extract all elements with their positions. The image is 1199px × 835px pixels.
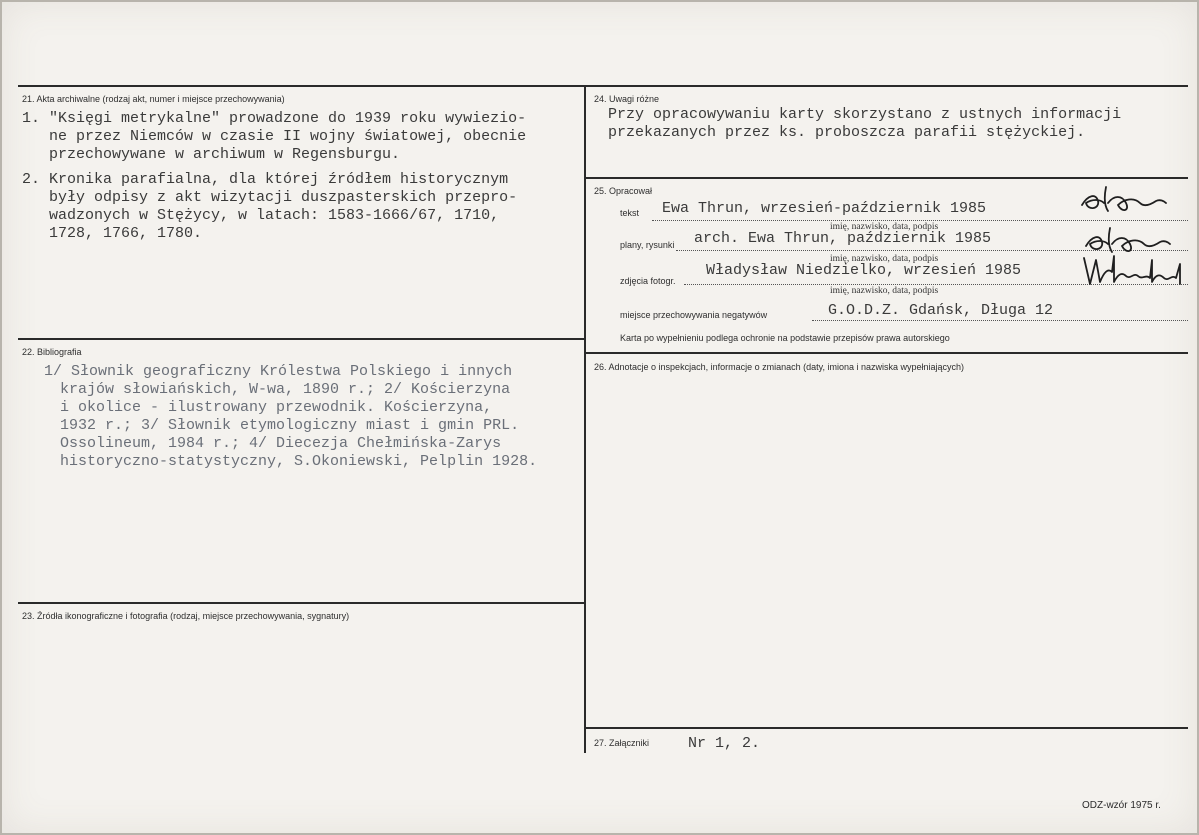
tekst-value: Ewa Thrun, wrzesień-październik 1985 xyxy=(662,200,987,217)
bibliography-line: 1/ Słownik geograficzny Królestwa Polskiego i innych xyxy=(44,363,513,380)
section-26-label: 26. Adnotacje o inspekcjach, informacje o zmianach (daty, imiona i nazwiska wypełniających) xyxy=(594,362,965,372)
signature-tekst xyxy=(1078,181,1168,217)
bibliography-line: 1932 r.; 3/ Słownik etymologiczny miast i gmin PRL. xyxy=(60,417,520,434)
plany-value: arch. Ewa Thrun, październik 1985 xyxy=(694,230,992,247)
rule-24-25 xyxy=(586,177,1188,179)
section-21-label: 21. Akta archiwalne (rodzaj akt, numer i miejsce przechowywania) xyxy=(22,94,285,104)
plany-caption: imię, nazwisko, data, podpis xyxy=(830,254,939,264)
section-23-label: 23. Źródła ikonograficzne i fotografia (rodzaj, miejsce przechowywania, sygnatury) xyxy=(22,611,350,621)
section-25-label: 25. Opracował xyxy=(594,186,653,196)
bibliography-line: i okolice - ilustrowany przewodnik. Kościerzyna, xyxy=(60,399,493,416)
bibliography-line: Ossolineum, 1984 r.; 4/ Diecezja Chełmińska-Zarys xyxy=(60,435,502,452)
signature-zdjecia xyxy=(1080,250,1188,290)
tekst-caption: imię, nazwisko, data, podpis xyxy=(830,222,939,232)
zdjecia-caption: imię, nazwisko, data, podpis xyxy=(830,286,939,296)
section-21-line: ne przez Niemców w czasie II wojny światowej, obecnie xyxy=(22,128,527,145)
negatywy-label: miejsce przechowywania negatywów xyxy=(620,310,768,320)
section-21-line: wadzonych w Stężycy, w latach: 1583-1666/67, 1710, xyxy=(22,207,500,224)
bibliography-line: historyczno-statystyczny, S.Okoniewski, Pelplin 1928. xyxy=(60,453,538,470)
section-27-label: 27. Załączniki xyxy=(594,738,650,748)
bibliography-line: krajów słowiańskich, W-wa, 1890 r.; 2/ Kościerzyna xyxy=(60,381,511,398)
zdjecia-label: zdjęcia fotogr. xyxy=(620,276,676,286)
column-divider xyxy=(584,85,586,753)
section-21-line: 1728, 1766, 1780. xyxy=(22,225,203,242)
section-21-line: były odpisy z akt wizytacji duszpasterskich przepro- xyxy=(22,189,518,206)
top-rule xyxy=(18,85,1188,87)
copyright-note: Karta po wypełnieniu podlega ochronie na podstawie przepisów prawa autorskiego xyxy=(620,333,950,343)
remarks-line: Przy opracowywaniu karty skorzystano z ustnych informacji xyxy=(608,106,1122,123)
form-identifier: ODZ-wzór 1975 r. xyxy=(1082,800,1161,811)
section-24-label: 24. Uwagi różne xyxy=(594,94,660,104)
section-21-line: 1. "Księgi metrykalne" prowadzone do 1939 roku wywiezio- xyxy=(22,110,527,127)
plany-label: plany, rysunki xyxy=(620,240,675,250)
zdjecia-value: Władysław Niedzielko, wrzesień 1985 xyxy=(706,262,1022,279)
rule-25-26 xyxy=(586,352,1188,354)
rule-21-22 xyxy=(18,338,584,340)
remarks-line: przekazanych przez ks. proboszcza parafii stężyckiej. xyxy=(608,124,1086,141)
section-22-label: 22. Bibliografia xyxy=(22,347,82,357)
attachments-value: Nr 1, 2. xyxy=(688,735,761,752)
rule-26-27 xyxy=(586,727,1188,729)
section-21-line: 2. Kronika parafialna, dla której źródłem historycznym xyxy=(22,171,509,188)
section-21-line: przechowywane w archiwum w Regensburgu. xyxy=(22,146,401,163)
rule-22-23 xyxy=(18,602,584,604)
tekst-label: tekst xyxy=(620,208,640,218)
negatywy-value: G.O.D.Z. Gdańsk, Długa 12 xyxy=(828,302,1054,319)
